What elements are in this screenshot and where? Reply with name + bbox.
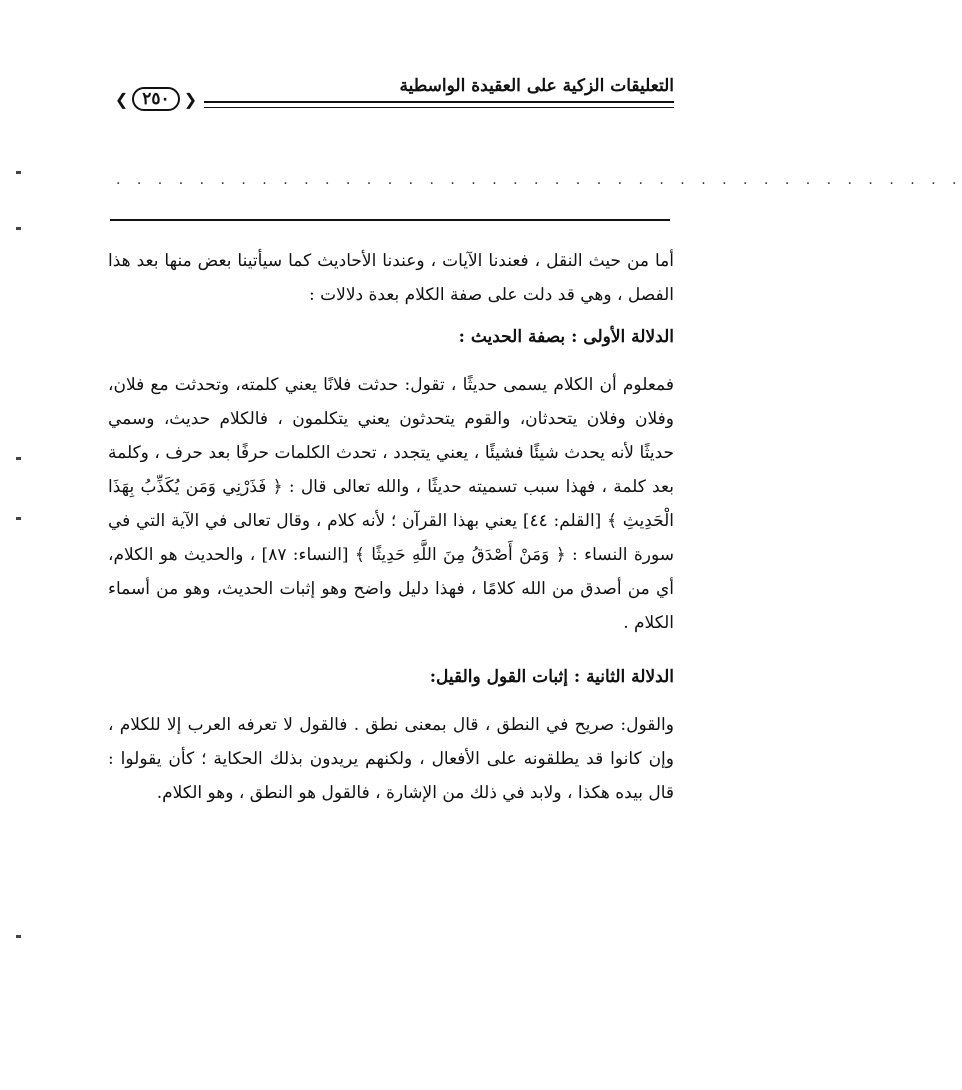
paragraph-qawl: والقول: صريح في النطق ، قال بمعنى نطق . فالقول لا تعرفه العرب إلا للكلام ، وإن كانوا قد يطلقونه على الأفعال ، ولكنهم يريدون بذلك الحكاية ؛ كأن يقولوا : قال بيده هكذا ، ولابد في ذلك من الإشارة ، فالقول هو النطق ، وهو الكلام.	[108, 715, 674, 803]
margin-mark	[16, 517, 21, 520]
margin-mark	[16, 457, 21, 460]
margin-mark	[16, 227, 21, 230]
page-number: ٢٥٠	[132, 87, 179, 111]
page-body	[108, 244, 674, 810]
paragraph-hadith: فمعلوم أن الكلام يسمى حديثًا ، تقول: حدثت فلانًا يعني كلمته، وتحدثت مع فلان، وفلان وفلان يتحدثان، والقوم يتحدثون يعني يتكلمون ، فالكلام حديث، وسمي حديثًا لأنه يحدث شيئًا فشيئًا ، يعني يتجدد ، تحدث الكلمات حرفًا بعد حرف ، وكلمة بعد كلمة ، فهذا سبب تسميته حديثًا ، والله تعالى قال : ﴿ فَذَرْنِي وَمَن يُكَذِّبُ بِهَذَا الْحَدِيثِ ﴾ [القلم: ٤٤] يعني بهذا القرآن ؛ لأنه كلام ، وقال تعالى في الآية التي في سورة النساء : ﴿ وَمَنْ أَصْدَقُ مِنَ اللَّهِ حَدِيثًا ﴾ [النساء: ٨٧] ، والحديث هو الكلام، أي من أصدق من الله كلامًا ، فهذا دليل واضح وهو إثبات الحديث، وهو من أسماء الكلام .	[108, 375, 675, 633]
page-header	[108, 72, 674, 122]
page-number-badge	[108, 86, 204, 112]
section-rule	[110, 219, 670, 221]
ornament-right-icon: ❯	[183, 89, 198, 109]
margin-mark	[16, 935, 21, 938]
margin-mark	[16, 171, 21, 174]
running-title: التعليقات الزكية على العقيدة الواسطية	[399, 76, 674, 96]
paragraph-intro: أما من حيث النقل ، فعندنا الآيات ، وعندنا الأحاديث كما سيأتينا بعض منها بعد هذا الفصل ، وهي قد دلت على صفة الكلام بعدة دلالات :	[108, 251, 674, 305]
ornament-left-icon: ❮	[114, 89, 129, 109]
dotted-separator: . . . . . . . . . . . . . . . . . . . . . . . . . . . . . . . . . . . . . . . . .	[116, 172, 962, 188]
header-rule	[204, 101, 674, 108]
heading-second-proof: الدلالة الثانية : إثبات القول والقيل:	[429, 667, 674, 687]
heading-first-proof: الدلالة الأولى : بصفة الحديث :	[458, 327, 674, 347]
